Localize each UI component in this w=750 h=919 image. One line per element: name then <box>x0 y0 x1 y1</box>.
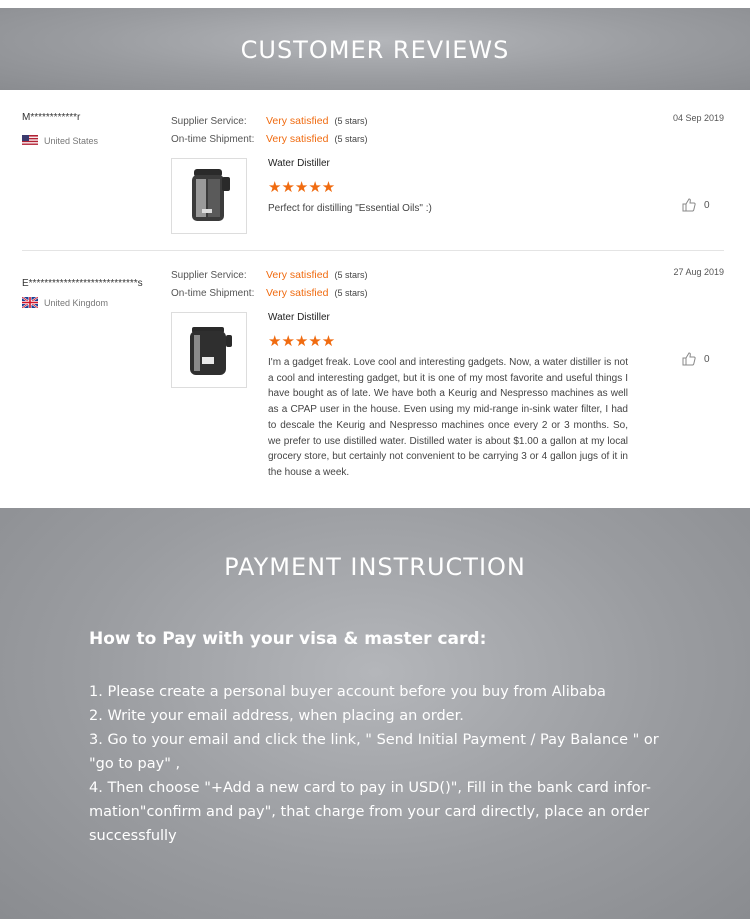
payment-subhead: How to Pay with your visa & master card: <box>89 629 487 649</box>
rating-stars: ★★★★★ <box>268 333 336 350</box>
payment-banner <box>0 508 750 919</box>
supplier-service-stars: (5 stars) <box>334 270 368 280</box>
reviews-list <box>0 90 750 508</box>
country-label: United States <box>44 135 99 146</box>
shipment-label: On-time Shipment: <box>171 134 255 145</box>
payment-steps <box>89 680 669 848</box>
us-flag-icon <box>22 135 38 146</box>
shipment-label: On-time Shipment: <box>171 288 255 299</box>
payment-title: PAYMENT INSTRUCTION <box>224 553 526 581</box>
reviewer-name: E****************************s <box>22 278 143 289</box>
thumbs-up-icon <box>682 352 696 366</box>
thumbs-up-icon <box>682 198 696 212</box>
supplier-service-row <box>171 269 367 281</box>
review-text: I'm a gadget freak. Love cool and interesting gadgets. Now, a water distiller is not a cool and interesting gadget, but it is one of my most favorite and useful things I have bought as of late. We have both a Keurig and Nespresso machines as well as a CPAP user in the house. Even using my mid-range in-sink water filter, I had to descale the Keurig and Nespresso machines once every 2 or 3 months. So, we prefer to use distilled water. Distilled water is about $1.00 a gallon at my local grocery store, but certainly not convenient to be carrying 3 or 4 gallon jugs of it in the house a week. <box>268 357 628 478</box>
product-name: Water Distiller <box>268 312 330 323</box>
reviewer-name: M************r <box>22 112 81 123</box>
like-count: 0 <box>704 353 710 365</box>
shipment-value: Very satisfied <box>266 133 329 145</box>
reviews-title: CUSTOMER REVIEWS <box>240 36 510 64</box>
shipment-stars: (5 stars) <box>334 288 368 298</box>
like-button[interactable] <box>682 198 710 212</box>
reviewer-country <box>22 297 108 308</box>
product-thumbnail[interactable] <box>171 158 247 234</box>
payment-step: 4. Then choose "+Add a new card to pay in USD()", Fill in the bank card infor-mation"confirm and pay", that charge from your card directly, place an order successfully <box>89 780 651 844</box>
payment-step: 2. Write your email address, when placing an order. <box>89 708 464 724</box>
supplier-service-value: Very satisfied <box>266 115 329 127</box>
like-count: 0 <box>704 199 710 211</box>
shipment-value: Very satisfied <box>266 287 329 299</box>
reviewer-country <box>22 135 98 146</box>
payment-step: 1. Please create a personal buyer account before you buy from Alibaba <box>89 684 606 700</box>
country-label: United Kingdom <box>44 297 109 308</box>
rating-stars: ★★★★★ <box>268 179 336 196</box>
review-text: Perfect for distilling "Essential Oils" :) <box>268 203 432 214</box>
payment-step: 3. Go to your email and click the link, " Send Initial Payment / Pay Balance " or "go to pay" , <box>89 732 659 772</box>
supplier-service-row <box>171 115 367 127</box>
supplier-service-label: Supplier Service: <box>171 116 247 127</box>
uk-flag-icon <box>22 297 38 308</box>
like-button[interactable] <box>682 352 710 366</box>
water-distiller-image <box>172 159 246 233</box>
water-distiller-image <box>172 313 246 387</box>
shipment-stars: (5 stars) <box>334 134 368 144</box>
product-thumbnail[interactable] <box>171 312 247 388</box>
supplier-service-label: Supplier Service: <box>171 270 247 281</box>
reviews-banner <box>0 8 750 90</box>
shipment-row <box>171 133 367 145</box>
review-divider <box>22 250 724 251</box>
supplier-service-stars: (5 stars) <box>334 116 368 126</box>
review-date: 04 Sep 2019 <box>672 113 724 123</box>
shipment-row <box>171 287 367 299</box>
product-name: Water Distiller <box>268 158 330 169</box>
supplier-service-value: Very satisfied <box>266 269 329 281</box>
review-date: 27 Aug 2019 <box>673 267 724 277</box>
